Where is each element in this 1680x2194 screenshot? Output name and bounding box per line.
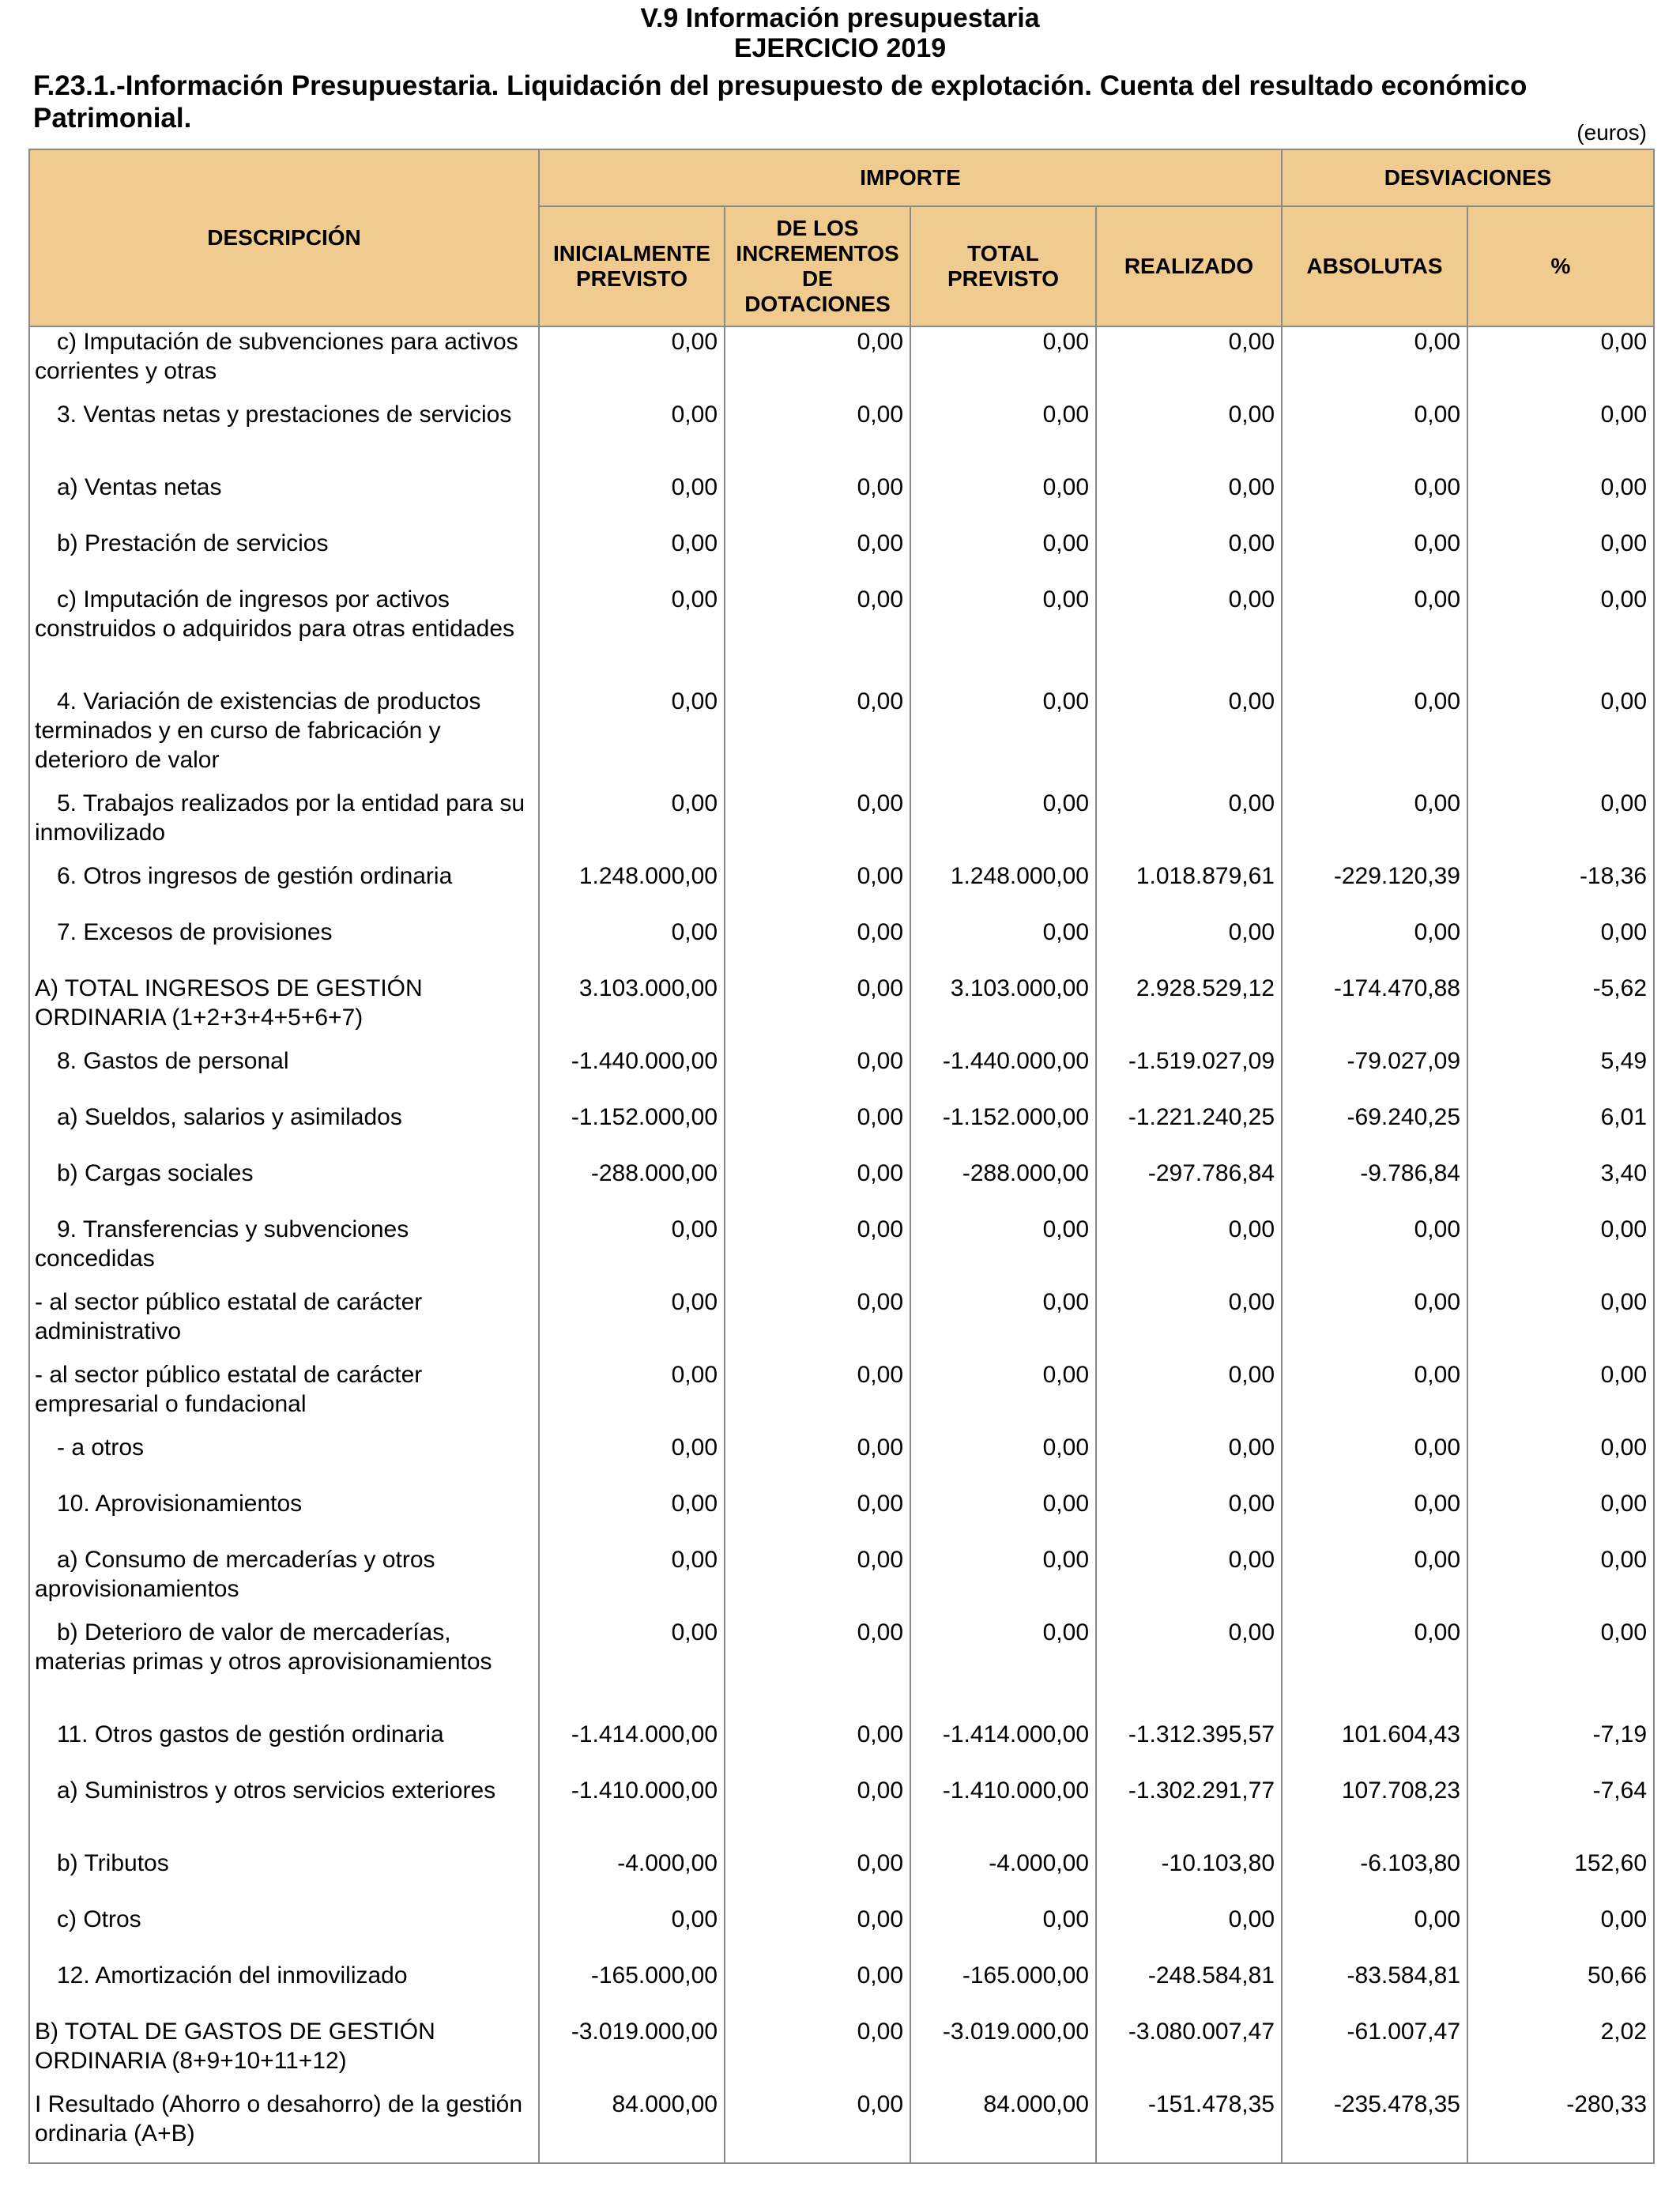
cell-realizado: 0,00 — [1096, 1287, 1282, 1360]
cell-incrementos: 0,00 — [725, 1545, 910, 1618]
row-description-text: c) Imputación de ingresos por activos construidos o adquiridos para otras entidades — [35, 586, 515, 642]
cell-inicialmente-previsto: 0,00 — [539, 1545, 725, 1618]
cell-inicialmente-previsto: 0,00 — [539, 585, 725, 687]
row-description — [29, 585, 539, 687]
row-description-text: b) Deterioro de valor de mercaderías, materias primas y otros aprovisionamientos — [35, 1619, 492, 1675]
cell-total-previsto: 0,00 — [910, 529, 1096, 585]
table-row — [29, 861, 1654, 918]
cell-incrementos: 0,00 — [725, 1905, 910, 1961]
row-description — [29, 1433, 539, 1489]
cell-realizado: -1.221.240,25 — [1096, 1103, 1282, 1159]
cell-absolutas: 0,00 — [1282, 1618, 1467, 1720]
cell-absolutas: 107.708,23 — [1282, 1776, 1467, 1849]
cell-percent: 0,00 — [1467, 1360, 1654, 1433]
cell-inicialmente-previsto: -165.000,00 — [539, 1961, 725, 2017]
cell-inicialmente-previsto: 1.248.000,00 — [539, 861, 725, 918]
row-description — [29, 1287, 539, 1360]
cell-percent: 0,00 — [1467, 326, 1654, 400]
table-row — [29, 1159, 1654, 1215]
cell-total-previsto: 0,00 — [910, 1287, 1096, 1360]
cell-incrementos: 0,00 — [725, 1489, 910, 1545]
row-description — [29, 400, 539, 473]
row-description — [29, 529, 539, 585]
row-description — [29, 473, 539, 529]
cell-realizado: 0,00 — [1096, 473, 1282, 529]
cell-absolutas: 0,00 — [1282, 1545, 1467, 1618]
cell-total-previsto: 0,00 — [910, 687, 1096, 789]
cell-total-previsto: -288.000,00 — [910, 1159, 1096, 1215]
cell-realizado: 1.018.879,61 — [1096, 861, 1282, 918]
table-row — [29, 1046, 1654, 1103]
cell-inicialmente-previsto: 0,00 — [539, 529, 725, 585]
section-title: V.9 Información presupuestaria — [640, 3, 1040, 33]
cell-inicialmente-previsto: -288.000,00 — [539, 1159, 725, 1215]
cell-realizado: 0,00 — [1096, 687, 1282, 789]
cell-absolutas: 101.604,43 — [1282, 1720, 1467, 1776]
cell-realizado: 0,00 — [1096, 1360, 1282, 1433]
row-description — [29, 789, 539, 861]
group-header-desviaciones: DESVIACIONES — [1282, 149, 1654, 206]
cell-inicialmente-previsto: 0,00 — [539, 1489, 725, 1545]
cell-realizado: -1.312.395,57 — [1096, 1720, 1282, 1776]
cell-incrementos: 0,00 — [725, 400, 910, 473]
cell-incrementos: 0,00 — [725, 1046, 910, 1103]
cell-percent: -18,36 — [1467, 861, 1654, 918]
cell-total-previsto: 0,00 — [910, 473, 1096, 529]
column-header-realizado: REALIZADO — [1096, 206, 1282, 326]
row-description — [29, 1720, 539, 1776]
table-row — [29, 1961, 1654, 2017]
cell-incrementos: 0,00 — [725, 473, 910, 529]
cell-inicialmente-previsto: -1.440.000,00 — [539, 1046, 725, 1103]
cell-absolutas: 0,00 — [1282, 1287, 1467, 1360]
cell-absolutas: -235.478,35 — [1282, 2090, 1467, 2163]
row-description — [29, 1961, 539, 2017]
cell-realizado: 2.928.529,12 — [1096, 974, 1282, 1046]
table-row — [29, 918, 1654, 974]
cell-percent: -7,19 — [1467, 1720, 1654, 1776]
row-description-text: B) TOTAL DE GASTOS DE GESTIÓN ORDINARIA (8+9+10+11+12) — [35, 2019, 435, 2074]
row-description-text: a) Consumo de mercaderías y otros aprovisionamientos — [35, 1547, 435, 1602]
table-row — [29, 1433, 1654, 1489]
table-row — [29, 1905, 1654, 1961]
cell-incrementos: 0,00 — [725, 687, 910, 789]
units-label: (euros) — [1576, 120, 1647, 145]
cell-inicialmente-previsto: 0,00 — [539, 918, 725, 974]
row-description — [29, 2090, 539, 2163]
report-subtitle: F.23.1.-Información Presupuestaria. Liquidación del presupuesto de explotación. Cuenta del resultado económico Patrimonial. — [33, 70, 1527, 134]
cell-incrementos: 0,00 — [725, 2017, 910, 2090]
cell-absolutas: 0,00 — [1282, 400, 1467, 473]
row-description-text: 5. Trabajos realizados por la entidad para su inmovilizado — [35, 790, 525, 846]
cell-realizado: -10.103,80 — [1096, 1849, 1282, 1905]
cell-total-previsto: -1.440.000,00 — [910, 1046, 1096, 1103]
cell-total-previsto: -4.000,00 — [910, 1849, 1096, 1905]
table-row — [29, 1545, 1654, 1618]
cell-total-previsto: 0,00 — [910, 326, 1096, 400]
cell-percent: 0,00 — [1467, 789, 1654, 861]
row-description-text: 3. Ventas netas y prestaciones de servicios — [57, 401, 512, 428]
table-row — [29, 2017, 1654, 2090]
table-row — [29, 585, 1654, 687]
cell-percent: 0,00 — [1467, 918, 1654, 974]
cell-total-previsto: 0,00 — [910, 585, 1096, 687]
cell-realizado: 0,00 — [1096, 400, 1282, 473]
cell-realizado: -1.519.027,09 — [1096, 1046, 1282, 1103]
table-row — [29, 2090, 1654, 2163]
row-description-text: a) Ventas netas — [57, 474, 222, 500]
table-row — [29, 400, 1654, 473]
cell-realizado: 0,00 — [1096, 326, 1282, 400]
row-description-text: c) Otros — [57, 1906, 141, 1932]
column-header-percent: % — [1467, 206, 1654, 326]
cell-inicialmente-previsto: -3.019.000,00 — [539, 2017, 725, 2090]
row-description-text: 7. Excesos de provisiones — [57, 919, 333, 945]
cell-total-previsto: -1.410.000,00 — [910, 1776, 1096, 1849]
cell-inicialmente-previsto: -4.000,00 — [539, 1849, 725, 1905]
cell-realizado: 0,00 — [1096, 918, 1282, 974]
cell-percent: 0,00 — [1467, 1905, 1654, 1961]
cell-total-previsto: -3.019.000,00 — [910, 2017, 1096, 2090]
cell-percent: 5,49 — [1467, 1046, 1654, 1103]
cell-realizado: 0,00 — [1096, 585, 1282, 687]
cell-inicialmente-previsto: 84.000,00 — [539, 2090, 725, 2163]
cell-absolutas: 0,00 — [1282, 473, 1467, 529]
cell-inicialmente-previsto: 0,00 — [539, 1618, 725, 1720]
cell-total-previsto: 0,00 — [910, 1489, 1096, 1545]
row-description — [29, 1103, 539, 1159]
cell-incrementos: 0,00 — [725, 1433, 910, 1489]
cell-total-previsto: 0,00 — [910, 918, 1096, 974]
cell-absolutas: 0,00 — [1282, 687, 1467, 789]
cell-incrementos: 0,00 — [725, 1720, 910, 1776]
row-description — [29, 1215, 539, 1287]
cell-inicialmente-previsto: 0,00 — [539, 1433, 725, 1489]
cell-percent: 50,66 — [1467, 1961, 1654, 2017]
row-description-text: b) Cargas sociales — [57, 1160, 254, 1186]
row-description-text: A) TOTAL INGRESOS DE GESTIÓN ORDINARIA (1+2+3+4+5+6+7) — [35, 975, 423, 1031]
cell-realizado: -248.584,81 — [1096, 1961, 1282, 2017]
cell-realizado: 0,00 — [1096, 529, 1282, 585]
cell-percent: 0,00 — [1467, 1489, 1654, 1545]
cell-total-previsto: 0,00 — [910, 789, 1096, 861]
cell-percent: 0,00 — [1467, 585, 1654, 687]
cell-inicialmente-previsto: 0,00 — [539, 1905, 725, 1961]
cell-inicialmente-previsto: 3.103.000,00 — [539, 974, 725, 1046]
row-description — [29, 1489, 539, 1545]
cell-incrementos: 0,00 — [725, 1849, 910, 1905]
row-description-text: a) Suministros y otros servicios exteriores — [57, 1777, 496, 1804]
table-row — [29, 1103, 1654, 1159]
cell-total-previsto: -165.000,00 — [910, 1961, 1096, 2017]
column-header-inicialmente-previsto: INICIALMENTE PREVISTO — [539, 206, 725, 326]
row-description-text: b) Tributos — [57, 1850, 169, 1876]
row-description-text: 8. Gastos de personal — [57, 1048, 289, 1074]
cell-realizado: 0,00 — [1096, 1489, 1282, 1545]
table-row — [29, 974, 1654, 1046]
cell-percent: 0,00 — [1467, 687, 1654, 789]
table-row — [29, 687, 1654, 789]
cell-percent: 152,60 — [1467, 1849, 1654, 1905]
cell-incrementos: 0,00 — [725, 529, 910, 585]
cell-absolutas: -79.027,09 — [1282, 1046, 1467, 1103]
cell-absolutas: 0,00 — [1282, 1215, 1467, 1287]
cell-total-previsto: 84.000,00 — [910, 2090, 1096, 2163]
cell-realizado: -297.786,84 — [1096, 1159, 1282, 1215]
row-description-text: 9. Transferencias y subvenciones concedidas — [35, 1216, 409, 1272]
cell-absolutas: 0,00 — [1282, 1905, 1467, 1961]
cell-total-previsto: -1.152.000,00 — [910, 1103, 1096, 1159]
cell-total-previsto: -1.414.000,00 — [910, 1720, 1096, 1776]
row-description-text: I Resultado (Ahorro o desahorro) de la gestión ordinaria (A+B) — [35, 2091, 523, 2147]
row-description-text: - a otros — [57, 1434, 145, 1461]
cell-absolutas: -83.584,81 — [1282, 1961, 1467, 2017]
row-description-text: 10. Aprovisionamientos — [57, 1491, 303, 1517]
row-description — [29, 861, 539, 918]
cell-percent: 0,00 — [1467, 1433, 1654, 1489]
cell-absolutas: -61.007,47 — [1282, 2017, 1467, 2090]
row-description — [29, 1905, 539, 1961]
row-description-text: 6. Otros ingresos de gestión ordinaria — [57, 863, 453, 889]
column-header-total-previsto: TOTAL PREVISTO — [910, 206, 1096, 326]
row-description-text: 11. Otros gastos de gestión ordinaria — [57, 1721, 444, 1747]
row-description — [29, 1360, 539, 1433]
cell-incrementos: 0,00 — [725, 789, 910, 861]
cell-inicialmente-previsto: 0,00 — [539, 400, 725, 473]
row-description-text: 4. Variación de existencias de productos terminados y en curso de fabricación y deterioro de valor — [35, 688, 481, 773]
table-row — [29, 1215, 1654, 1287]
cell-percent: 0,00 — [1467, 529, 1654, 585]
row-description-text: - al sector público estatal de carácter administrativo — [35, 1289, 423, 1344]
cell-realizado: 0,00 — [1096, 1215, 1282, 1287]
table-row — [29, 1360, 1654, 1433]
row-description — [29, 918, 539, 974]
cell-incrementos: 0,00 — [725, 1776, 910, 1849]
cell-percent: -5,62 — [1467, 974, 1654, 1046]
table-row — [29, 1776, 1654, 1849]
column-header-absolutas: ABSOLUTAS — [1282, 206, 1467, 326]
row-description — [29, 326, 539, 400]
cell-absolutas: 0,00 — [1282, 529, 1467, 585]
cell-absolutas: 0,00 — [1282, 1360, 1467, 1433]
cell-percent: 0,00 — [1467, 1545, 1654, 1618]
table-row — [29, 326, 1654, 400]
cell-absolutas: 0,00 — [1282, 918, 1467, 974]
cell-total-previsto: 3.103.000,00 — [910, 974, 1096, 1046]
cell-realizado: 0,00 — [1096, 1433, 1282, 1489]
cell-absolutas: -69.240,25 — [1282, 1103, 1467, 1159]
cell-absolutas: 0,00 — [1282, 326, 1467, 400]
cell-incrementos: 0,00 — [725, 974, 910, 1046]
cell-total-previsto: 0,00 — [910, 400, 1096, 473]
cell-realizado: -3.080.007,47 — [1096, 2017, 1282, 2090]
cell-inicialmente-previsto: 0,00 — [539, 1287, 725, 1360]
cell-absolutas: -229.120,39 — [1282, 861, 1467, 918]
row-description — [29, 1849, 539, 1905]
table-row — [29, 529, 1654, 585]
cell-percent: 0,00 — [1467, 1215, 1654, 1287]
cell-inicialmente-previsto: -1.414.000,00 — [539, 1720, 725, 1776]
row-description-text: b) Prestación de servicios — [57, 530, 329, 556]
cell-inicialmente-previsto: 0,00 — [539, 1215, 725, 1287]
row-description-text: a) Sueldos, salarios y asimilados — [57, 1104, 402, 1130]
cell-absolutas: -9.786,84 — [1282, 1159, 1467, 1215]
cell-incrementos: 0,00 — [725, 1961, 910, 2017]
cell-incrementos: 0,00 — [725, 1103, 910, 1159]
row-description — [29, 1618, 539, 1720]
row-description — [29, 687, 539, 789]
cell-absolutas: -6.103,80 — [1282, 1849, 1467, 1905]
cell-percent: 0,00 — [1467, 1618, 1654, 1720]
cell-inicialmente-previsto: 0,00 — [539, 789, 725, 861]
cell-incrementos: 0,00 — [725, 1360, 910, 1433]
cell-incrementos: 0,00 — [725, 1287, 910, 1360]
cell-inicialmente-previsto: 0,00 — [539, 326, 725, 400]
cell-inicialmente-previsto: -1.152.000,00 — [539, 1103, 725, 1159]
cell-percent: 0,00 — [1467, 473, 1654, 529]
row-description — [29, 1545, 539, 1618]
cell-realizado: 0,00 — [1096, 1618, 1282, 1720]
table-row — [29, 1489, 1654, 1545]
cell-realizado: -1.302.291,77 — [1096, 1776, 1282, 1849]
cell-incrementos: 0,00 — [725, 1215, 910, 1287]
cell-incrementos: 0,00 — [725, 1159, 910, 1215]
cell-absolutas: 0,00 — [1282, 585, 1467, 687]
cell-incrementos: 0,00 — [725, 326, 910, 400]
cell-inicialmente-previsto: 0,00 — [539, 473, 725, 529]
table-row — [29, 473, 1654, 529]
cell-absolutas: 0,00 — [1282, 789, 1467, 861]
cell-inicialmente-previsto: -1.410.000,00 — [539, 1776, 725, 1849]
cell-inicialmente-previsto: 0,00 — [539, 687, 725, 789]
column-header-incrementos: DE LOS INCREMENTOS DE DOTACIONES — [725, 206, 910, 326]
table-row — [29, 1720, 1654, 1776]
table-row — [29, 789, 1654, 861]
cell-realizado: 0,00 — [1096, 789, 1282, 861]
budget-table — [28, 149, 1655, 2164]
cell-absolutas: 0,00 — [1282, 1489, 1467, 1545]
cell-absolutas: 0,00 — [1282, 1433, 1467, 1489]
cell-incrementos: 0,00 — [725, 861, 910, 918]
row-description-text: c) Imputación de subvenciones para activos corrientes y otras — [35, 329, 518, 384]
cell-percent: -7,64 — [1467, 1776, 1654, 1849]
cell-percent: 0,00 — [1467, 1287, 1654, 1360]
cell-incrementos: 0,00 — [725, 918, 910, 974]
row-description — [29, 1776, 539, 1849]
cell-total-previsto: 0,00 — [910, 1433, 1096, 1489]
cell-percent: 2,02 — [1467, 2017, 1654, 2090]
column-header-descripcion: DESCRIPCIÓN — [29, 149, 539, 326]
table-row — [29, 1849, 1654, 1905]
row-description — [29, 1046, 539, 1103]
cell-total-previsto: 0,00 — [910, 1545, 1096, 1618]
table-row — [29, 1618, 1654, 1720]
cell-percent: 0,00 — [1467, 400, 1654, 473]
cell-total-previsto: 0,00 — [910, 1905, 1096, 1961]
cell-percent: -280,33 — [1467, 2090, 1654, 2163]
cell-total-previsto: 0,00 — [910, 1215, 1096, 1287]
cell-incrementos: 0,00 — [725, 1618, 910, 1720]
cell-percent: 6,01 — [1467, 1103, 1654, 1159]
cell-total-previsto: 0,00 — [910, 1618, 1096, 1720]
cell-incrementos: 0,00 — [725, 585, 910, 687]
row-description — [29, 974, 539, 1046]
cell-absolutas: -174.470,88 — [1282, 974, 1467, 1046]
row-description — [29, 1159, 539, 1215]
table-row — [29, 1287, 1654, 1360]
cell-realizado: 0,00 — [1096, 1905, 1282, 1961]
cell-realizado: 0,00 — [1096, 1545, 1282, 1618]
row-description — [29, 2017, 539, 2090]
row-description-text: 12. Amortización del inmovilizado — [57, 1962, 408, 1989]
exercise-year: EJERCICIO 2019 — [733, 33, 947, 63]
cell-incrementos: 0,00 — [725, 2090, 910, 2163]
cell-percent: 3,40 — [1467, 1159, 1654, 1215]
cell-realizado: -151.478,35 — [1096, 2090, 1282, 2163]
cell-total-previsto: 1.248.000,00 — [910, 861, 1096, 918]
group-header-importe: IMPORTE — [539, 149, 1282, 206]
row-description-text: - al sector público estatal de carácter empresarial o fundacional — [35, 1362, 423, 1417]
cell-total-previsto: 0,00 — [910, 1360, 1096, 1433]
cell-inicialmente-previsto: 0,00 — [539, 1360, 725, 1433]
